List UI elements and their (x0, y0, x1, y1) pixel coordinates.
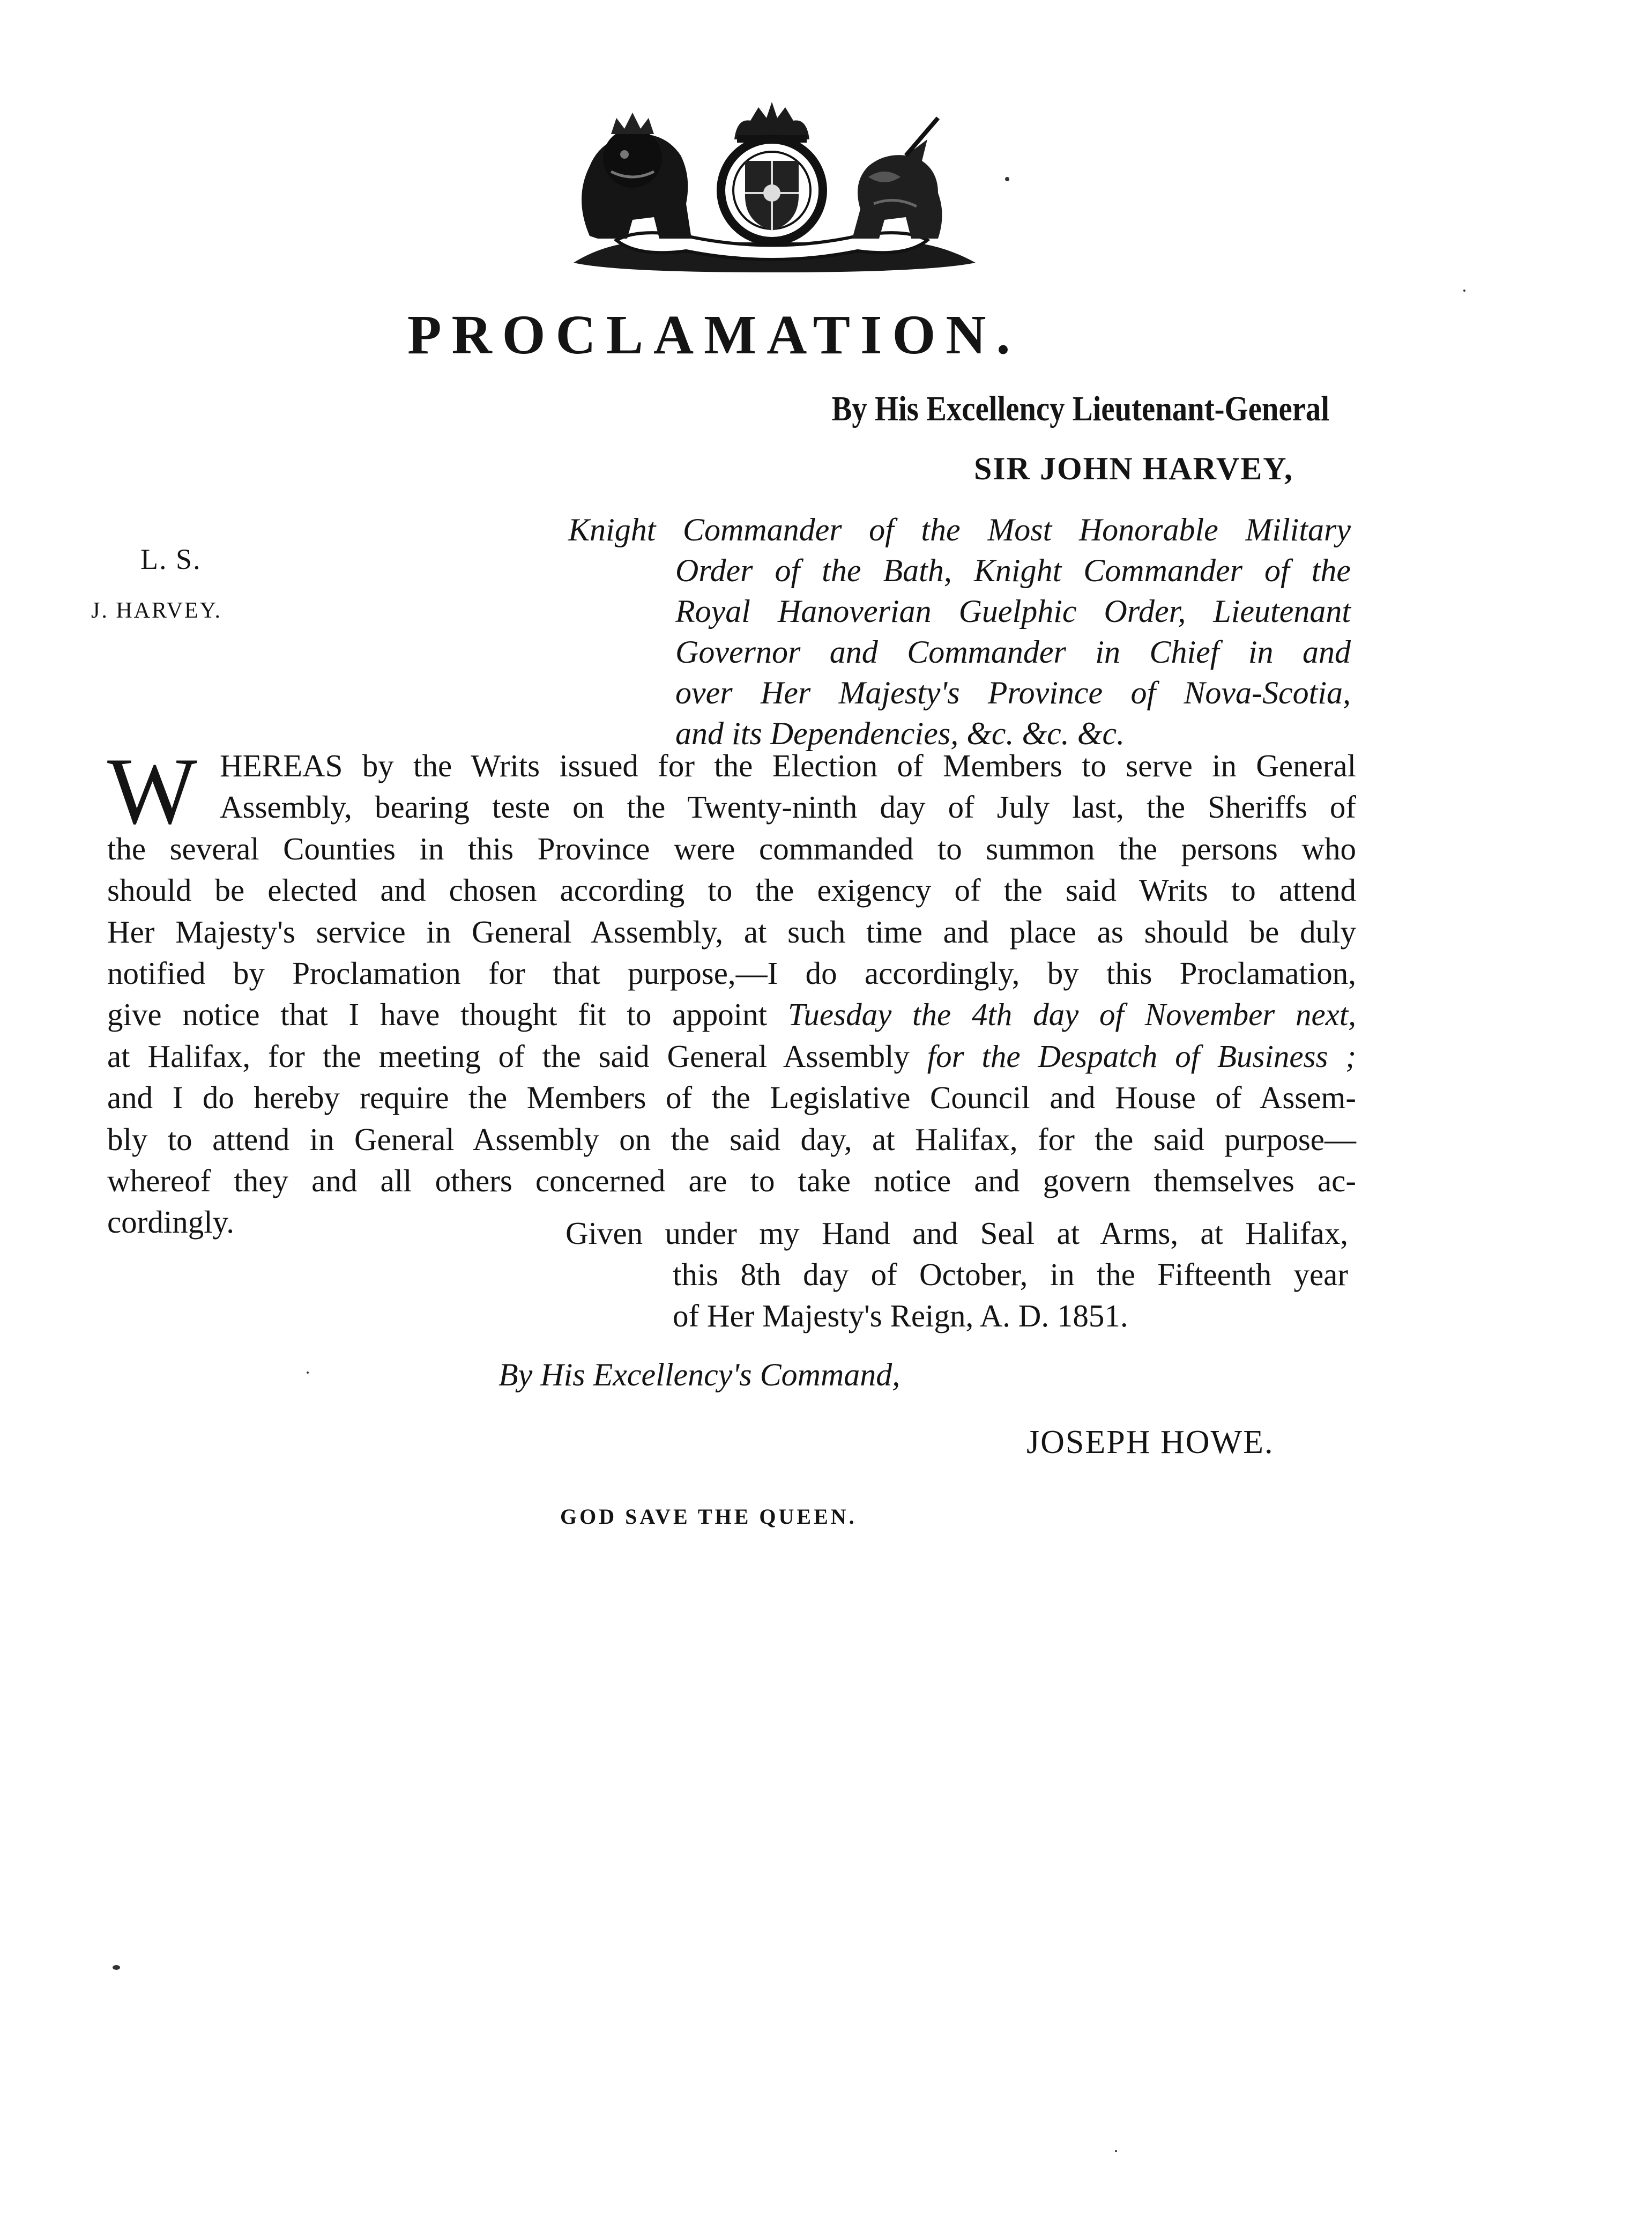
title-line: Governor and Commander in Chief in and (675, 634, 1351, 670)
body-line: Her Majesty's service in General Assembly, at such time and place as should be duly (107, 914, 1356, 950)
body-line: the several Counties in this Province were commanded to summon the persons who (107, 831, 1356, 866)
scan-speck (1005, 177, 1009, 181)
body-line: and I do hereby require the Members of the Legislative Council and House of Assem- (107, 1080, 1356, 1116)
body-line: should be elected and chosen according to the exigency of the said Writs to attend (107, 872, 1356, 908)
given-line: Given under my Hand and Seal at Arms, at Halifax, (565, 1215, 1348, 1251)
title-line: Knight Commander of the Most Honorable Military (568, 512, 1351, 547)
governor-name: SIR JOHN HARVEY, (973, 451, 1294, 486)
drop-cap: W (107, 738, 198, 844)
royal-coat-of-arms (552, 102, 992, 279)
body-line: cordingly. (107, 1204, 235, 1240)
given-line: this 8th day of October, in the Fifteenth year (673, 1257, 1348, 1292)
body-line: Assembly, bearing teste on the Twenty-ninth day of July last, the Sheriffs of (220, 789, 1356, 825)
body-line: bly to attend in General Assembly on the said day, at Halifax, for the said purpose— (107, 1121, 1356, 1157)
meeting-date: Tuesday the 4th day of November next, (787, 997, 1357, 1033)
governor-titles (568, 509, 1351, 754)
given-under-seal (565, 1213, 1348, 1337)
signature: J. HARVEY. (91, 598, 222, 623)
title-line: Royal Hanoverian Guelphic Order, Lieutenant (675, 594, 1351, 629)
body-line: HEREAS by the Writs issued for the Election of Members to serve in General (220, 748, 1356, 783)
seal-mark: L. S. (140, 543, 202, 575)
secretary-name: JOSEPH HOWE. (1026, 1424, 1274, 1460)
title-line: Order of the Bath, Knight Commander of the (675, 553, 1351, 588)
scan-speck (1115, 2150, 1117, 2152)
title-line: and its Dependencies, &c. &c. &c. (675, 716, 1125, 751)
body-line: notified by Proclamation for that purpose,—I do accordingly, by this Proclamation, (107, 955, 1356, 991)
scan-speck (113, 1965, 120, 1970)
scan-speck (307, 1371, 309, 1374)
body-segment: give notice that I have thought fit to appoint (107, 997, 768, 1033)
body-line: whereof they and all others concerned are to take notice and govern themselves ac- (107, 1163, 1356, 1199)
closing-line: GOD SAVE THE QUEEN. (560, 1504, 857, 1529)
body-segment: at Halifax, for the meeting of the said General Assembly (107, 1038, 910, 1074)
byline: By His Excellency Lieutenant-General (831, 389, 1329, 428)
body-line (107, 1036, 1356, 1077)
title-line: over Her Majesty's Province of Nova-Scotia, (675, 675, 1351, 710)
proclamation-heading: PROCLAMATION. (407, 304, 1021, 366)
by-command: By His Excellency's Command, (498, 1357, 901, 1392)
body-line (107, 994, 1356, 1035)
proclamation-body (107, 738, 1357, 1243)
scan-speck (1463, 290, 1465, 292)
given-line: of Her Majesty's Reign, A. D. 1851. (673, 1298, 1128, 1333)
meeting-purpose: for the Despatch of Business ; (927, 1038, 1357, 1074)
